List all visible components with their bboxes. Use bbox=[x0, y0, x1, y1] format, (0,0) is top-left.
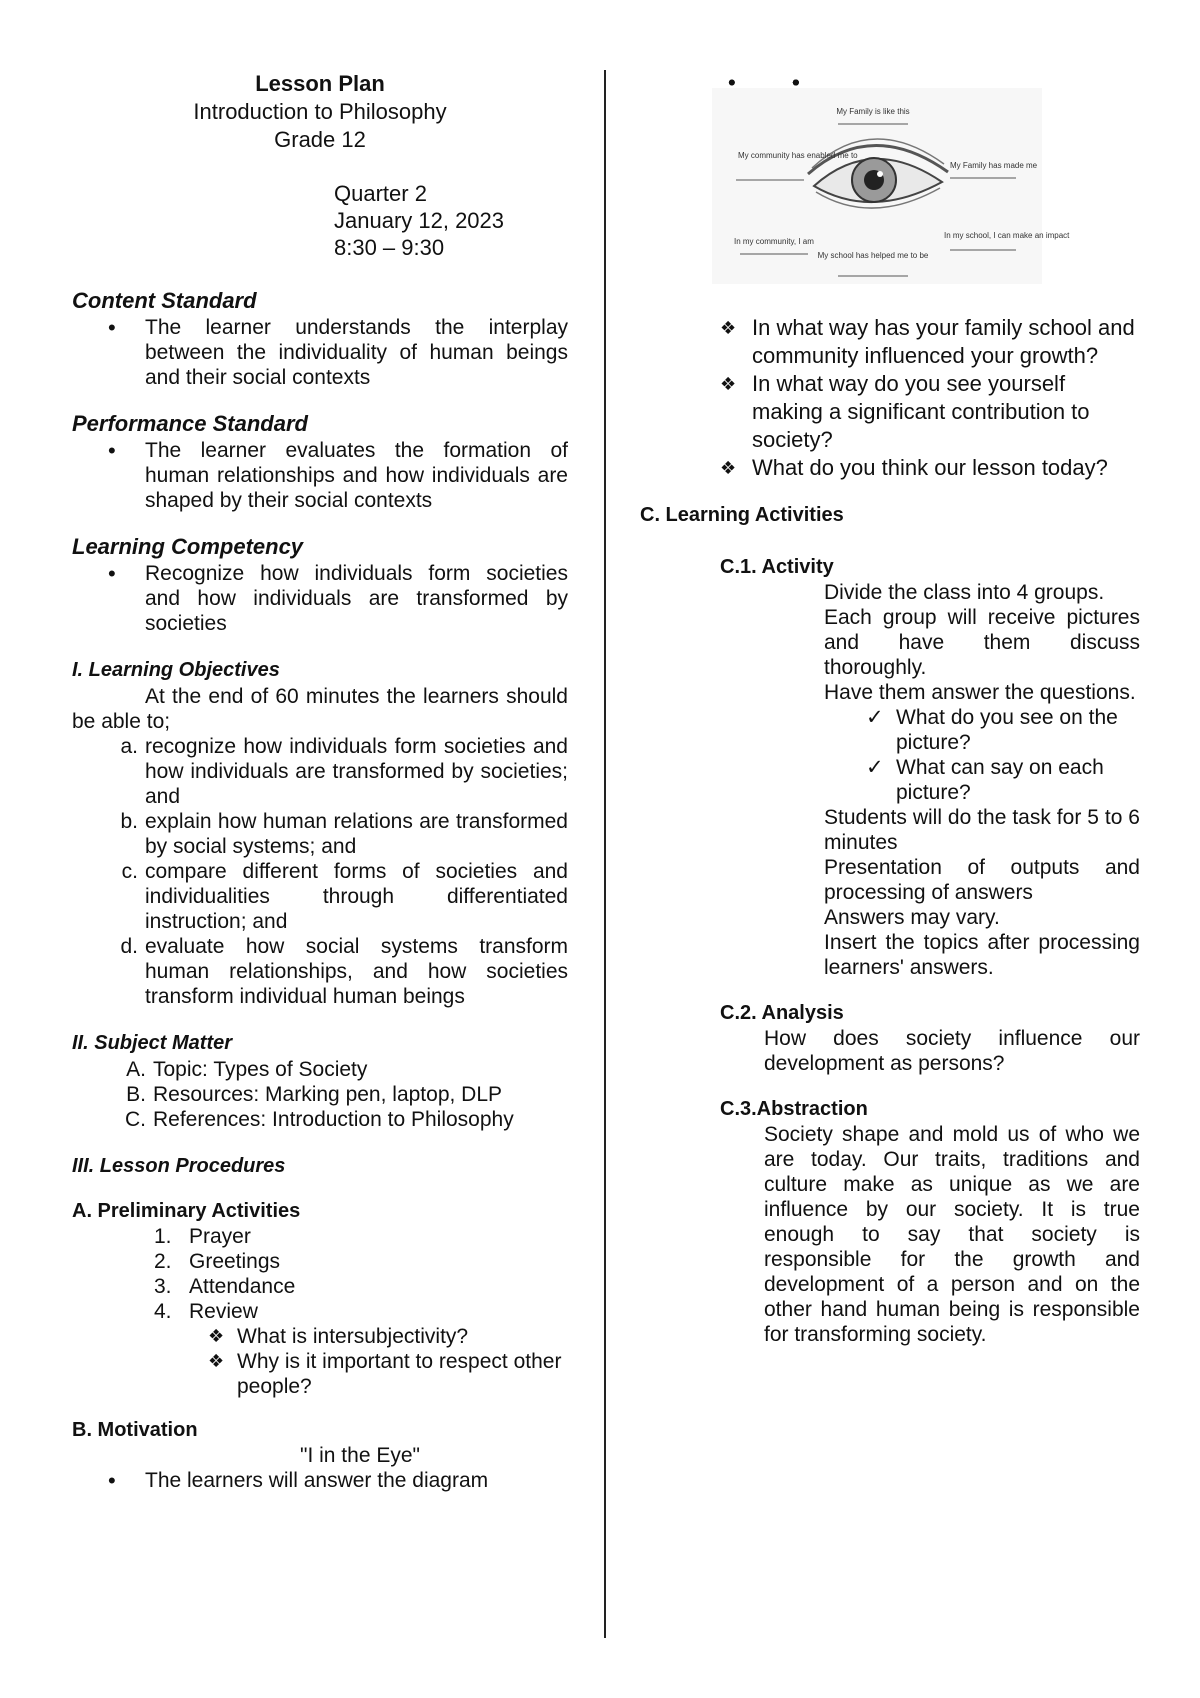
diamond-bullet-icon: ❖ bbox=[720, 458, 737, 478]
list-marker: b. bbox=[120, 810, 138, 833]
list-item-text: Resources: Marking pen, laptop, DLP bbox=[153, 1083, 503, 1106]
list-item: • Society shape and mold us of who we are today. Our traits, traditions and culture make as unique as we are influence by our society. It is true enough to say that society is responsible for the growth and development of a person and on the other hand human being is responsible for transforming society. bbox=[640, 1122, 1140, 1347]
list-item-text: In what way has your family school and community influenced your growth? bbox=[752, 315, 1135, 368]
list-item-text: compare different forms of societies and individualities through differentiated instruction; and bbox=[145, 860, 568, 933]
activity-question-checklist bbox=[640, 705, 1140, 805]
grade-level: Grade 12 bbox=[274, 127, 366, 152]
list-item bbox=[640, 370, 1140, 454]
learning-competency-heading: Learning Competency bbox=[72, 534, 304, 559]
lesson-time: 8:30 – 9:30 bbox=[334, 235, 445, 260]
quarter: Quarter 2 bbox=[334, 181, 427, 206]
list-marker: 4. bbox=[154, 1300, 172, 1323]
list-item: • Have them answer the questions. bbox=[640, 680, 1140, 705]
list-item-text: Why is it important to respect other people? bbox=[237, 1350, 562, 1398]
list-item-text: evaluate how social systems transform human relationships, and how societies transform individual human beings bbox=[145, 935, 568, 1008]
diamond-bullet-icon: ❖ bbox=[208, 1351, 225, 1371]
check-icon: ✓ bbox=[866, 756, 884, 779]
list-item: • The learner understands the interplay between the individuality of human beings and their social contexts bbox=[72, 315, 568, 390]
analysis-list bbox=[640, 1026, 1140, 1076]
list-marker: C. bbox=[125, 1108, 146, 1131]
abstraction-list bbox=[640, 1122, 1140, 1347]
content-standard-heading: Content Standard bbox=[72, 288, 257, 313]
list-item-text: explain how human relations are transformed by social systems; and bbox=[145, 810, 568, 858]
learning-activities-heading: C. Learning Activities bbox=[640, 504, 844, 526]
column-divider bbox=[604, 70, 606, 1638]
subject-title: Introduction to Philosophy bbox=[193, 99, 447, 124]
list-item bbox=[72, 1349, 568, 1399]
list-item: • Divide the class into 4 groups. bbox=[640, 580, 1140, 605]
list-item bbox=[72, 809, 568, 859]
list-item bbox=[72, 1107, 568, 1132]
diagram-label: In my community, I am bbox=[734, 237, 814, 246]
objectives-intro: At the end of 60 minutes the learners should be able to; bbox=[72, 685, 568, 733]
right-column bbox=[640, 70, 1140, 1347]
preliminary-activities-heading: A. Preliminary Activities bbox=[72, 1200, 301, 1222]
left-column bbox=[72, 70, 568, 1493]
list-marker: B. bbox=[126, 1083, 146, 1106]
list-item: • Each group will receive pictures and have them discuss thoroughly. bbox=[640, 605, 1140, 680]
lesson-procedures-heading: III. Lesson Procedures bbox=[72, 1155, 286, 1177]
list-item bbox=[72, 734, 568, 809]
list-item bbox=[72, 1324, 568, 1349]
motivation-list bbox=[72, 1468, 568, 1493]
list-item-text: What is intersubjectivity? bbox=[237, 1325, 469, 1348]
list-item-text: What do you think our lesson today? bbox=[752, 455, 1108, 480]
list-item bbox=[72, 1299, 568, 1324]
list-item: • The learner evaluates the formation of human relationships and how individuals are shaped by their social contexts bbox=[72, 438, 568, 513]
performance-standard-heading: Performance Standard bbox=[72, 411, 308, 436]
i-in-the-eye-diagram bbox=[712, 88, 1070, 284]
list-item bbox=[72, 1082, 568, 1107]
list-item-text: Prayer bbox=[189, 1225, 251, 1248]
content-standard-list bbox=[72, 315, 568, 390]
list-item bbox=[72, 1057, 568, 1082]
list-marker: d. bbox=[120, 935, 138, 958]
list-item-text: recognize how individuals form societies and how individuals are transformed by societies; and bbox=[145, 735, 568, 808]
list-item: • The learners will answer the diagram bbox=[72, 1468, 568, 1493]
subject-matter-heading: II. Subject Matter bbox=[72, 1032, 233, 1054]
diagram-label: My Family has made me bbox=[950, 161, 1038, 170]
list-item: • Insert the topics after processing learners' answers. bbox=[640, 930, 1140, 980]
list-item bbox=[72, 859, 568, 934]
list-marker: 3. bbox=[154, 1275, 172, 1298]
diagram-label: My school has helped me to be bbox=[817, 251, 929, 260]
objectives-heading: I. Learning Objectives bbox=[72, 659, 280, 681]
list-item bbox=[72, 1249, 568, 1274]
list-item-text: Attendance bbox=[189, 1275, 296, 1298]
review-questions-list bbox=[72, 1324, 568, 1399]
preliminary-activities-list bbox=[72, 1224, 568, 1324]
list-item-text: In what way do you see yourself making a significant contribution to society? bbox=[752, 371, 1090, 452]
list-item-text: What can say on each picture? bbox=[896, 756, 1104, 804]
motivation-questions-list bbox=[640, 314, 1140, 482]
diamond-bullet-icon: ❖ bbox=[720, 374, 737, 394]
abstraction-heading: C.3.Abstraction bbox=[720, 1098, 868, 1120]
diamond-bullet-icon: ❖ bbox=[720, 318, 737, 338]
list-item bbox=[72, 934, 568, 1009]
analysis-heading: C.2. Analysis bbox=[720, 1002, 844, 1024]
list-item bbox=[72, 1224, 568, 1249]
diagram-label: My community has enabled me to bbox=[738, 151, 858, 160]
diamond-bullet-icon: ❖ bbox=[208, 1326, 225, 1346]
list-item-text: Topic: Types of Society bbox=[153, 1058, 368, 1081]
list-item bbox=[640, 454, 1140, 482]
list-marker: c. bbox=[121, 860, 138, 883]
activity-list bbox=[640, 580, 1140, 705]
list-marker: 1. bbox=[154, 1225, 172, 1248]
eye-diagram-icon bbox=[712, 88, 1070, 284]
objectives-list bbox=[72, 734, 568, 1009]
diagram-label: My Family is like this bbox=[836, 107, 910, 116]
activity-list-continued bbox=[640, 805, 1140, 980]
list-item: • Recognize how individuals form societies and how individuals are transformed by societies bbox=[72, 561, 568, 636]
learning-competency-list bbox=[72, 561, 568, 636]
motivation-activity-title: "I in the Eye" bbox=[300, 1444, 420, 1467]
list-item-text: Review bbox=[189, 1300, 258, 1323]
check-icon: ✓ bbox=[866, 706, 884, 729]
page-title: Lesson Plan bbox=[255, 71, 385, 96]
list-marker: 2. bbox=[154, 1250, 172, 1273]
list-item: • Students will do the task for 5 to 6 minutes bbox=[640, 805, 1140, 855]
performance-standard-list bbox=[72, 438, 568, 513]
motivation-heading: B. Motivation bbox=[72, 1419, 198, 1441]
subject-matter-list bbox=[72, 1057, 568, 1132]
list-marker: a. bbox=[120, 735, 138, 758]
list-item-text: References: Introduction to Philosophy bbox=[153, 1108, 514, 1131]
list-item bbox=[72, 1274, 568, 1299]
list-item bbox=[640, 755, 1140, 805]
diagram-label: In my school, I can make an impact bbox=[944, 231, 1070, 240]
list-item bbox=[640, 314, 1140, 370]
activity-heading: C.1. Activity bbox=[720, 556, 834, 578]
list-item-text: Greetings bbox=[189, 1250, 281, 1273]
list-marker: A. bbox=[126, 1058, 146, 1081]
list-item: • Presentation of outputs and processing of answers bbox=[640, 855, 1140, 905]
list-item bbox=[640, 705, 1140, 755]
list-item: • Answers may vary. bbox=[640, 905, 1140, 930]
list-item: • How does society influence our development as persons? bbox=[640, 1026, 1140, 1076]
list-item-text: What do you see on the picture? bbox=[896, 706, 1118, 754]
lesson-date: January 12, 2023 bbox=[334, 208, 505, 233]
